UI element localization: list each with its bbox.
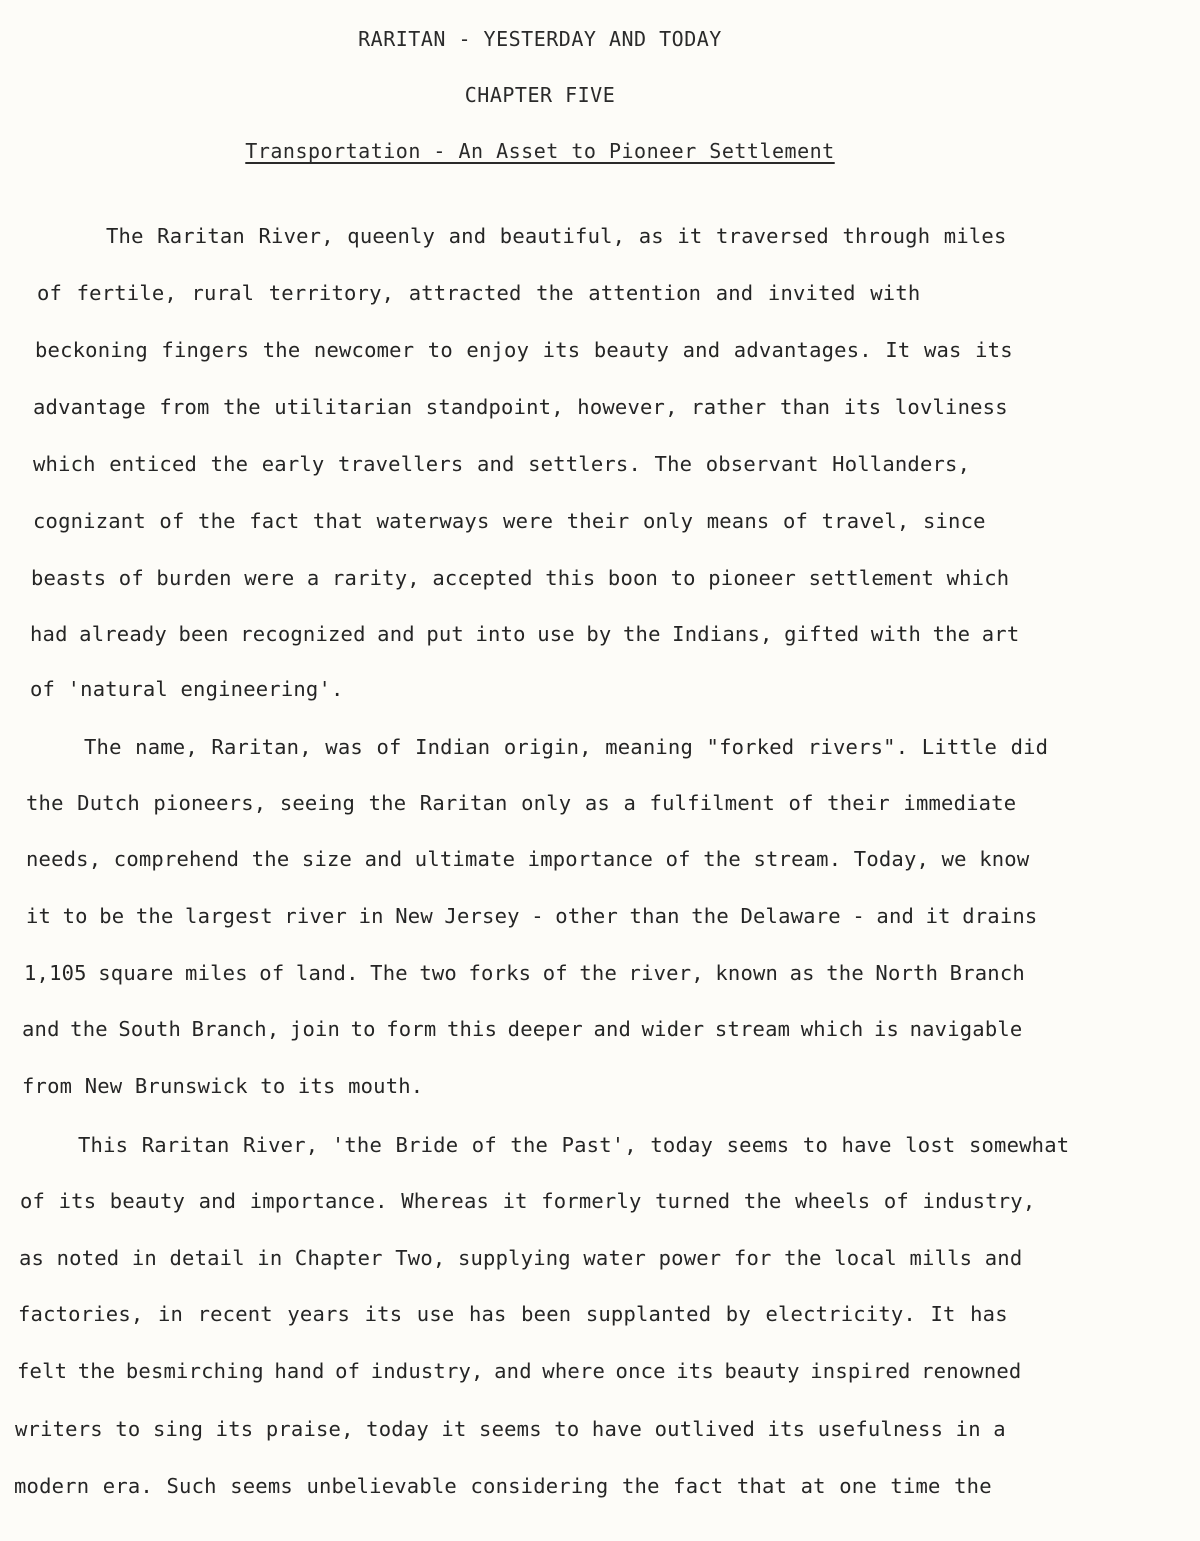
text-line: advantage from the utilitarian standpoint, however, rather than its lovliness xyxy=(33,395,1008,419)
text-line: The name, Raritan, was of Indian origin, meaning "forked rivers". Little did xyxy=(84,735,1049,759)
text-line: as noted in detail in Chapter Two, supplying water power for the local mills and xyxy=(19,1246,1023,1270)
text-line: and the South Branch, join to form this deeper and wider stream which is navigable xyxy=(22,1017,1023,1041)
text-line: beckoning fingers the newcomer to enjoy its beauty and advantages. It was its xyxy=(35,338,1013,362)
text-line: needs, comprehend the size and ultimate importance of the stream. Today, we know xyxy=(26,847,1030,871)
text-line: it to be the largest river in New Jersey - other than the Delaware - and it drains xyxy=(26,904,1038,928)
text-line: had already been recognized and put into use by the Indians, gifted with the art xyxy=(30,622,1020,646)
chapter-heading: CHAPTER FIVE xyxy=(464,83,616,107)
text-line: 1,105 square miles of land. The two forks of the river, known as the North Branch xyxy=(24,961,1025,985)
text-line: cognizant of the fact that waterways were their only means of travel, since xyxy=(33,509,986,533)
text-line: of 'natural engineering'. xyxy=(30,677,344,701)
text-line: of fertile, rural territory, attracted the attention and invited with xyxy=(37,281,921,305)
document-title: RARITAN - YESTERDAY AND TODAY xyxy=(358,27,722,51)
text-line: which enticed the early travellers and settlers. The observant Hollanders, xyxy=(33,452,971,476)
text-line: This Raritan River, 'the Bride of the Past', today seems to have lost somewhat xyxy=(78,1133,1070,1157)
text-line: modern era. Such seems unbelievable considering the fact that at one time the xyxy=(14,1474,992,1498)
text-line: the Dutch pioneers, seeing the Raritan only as a fulfilment of their immediate xyxy=(26,791,1017,815)
text-line: The Raritan River, queenly and beautiful, as it traversed through miles xyxy=(106,224,1007,248)
text-line: from New Brunswick to its mouth. xyxy=(22,1074,424,1098)
text-line: felt the besmirching hand of industry, and where once its beauty inspired renowned xyxy=(17,1359,1022,1383)
chapter-subtitle: Transportation - An Asset to Pioneer Settlement xyxy=(245,139,835,163)
text-line: writers to sing its praise, today it seems to have outlived its usefulness in a xyxy=(15,1417,1006,1441)
text-line: of its beauty and importance. Whereas it formerly turned the wheels of industry, xyxy=(20,1189,1036,1213)
text-line: factories, in recent years its use has been supplanted by electricity. It has xyxy=(18,1302,1008,1326)
text-line: beasts of burden were a rarity, accepted this boon to pioneer settlement which xyxy=(31,566,1010,590)
